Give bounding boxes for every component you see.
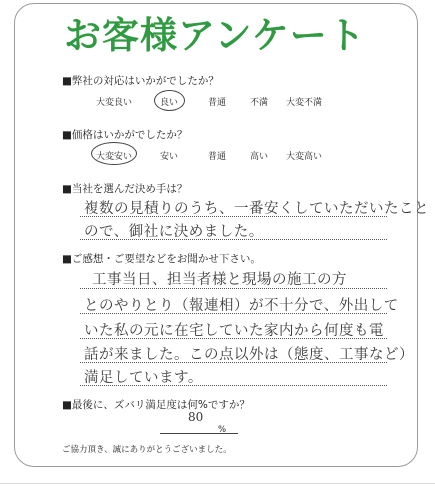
handwritten-answer-line: 話が来ました。この点以外は（態度、工事など）: [84, 347, 414, 363]
option-normal: 普通: [208, 152, 227, 162]
option-expensive: 高い: [250, 152, 269, 162]
answer-rule: [80, 313, 387, 314]
percent-unit: %: [218, 425, 227, 435]
option-very-bad: 大変不満: [286, 98, 323, 108]
option-bad: 不満: [250, 98, 269, 108]
option-cheap: 安い: [160, 152, 179, 162]
handwritten-answer-line: 複数の見積りのうち、一番安くしていただいたこと: [84, 201, 429, 217]
question-service: ■弊社の対応はいかがでしたか？: [62, 75, 219, 87]
answer-rule: [80, 239, 387, 240]
option-very-cheap: 大変安い: [96, 152, 133, 162]
answer-rule: [80, 362, 387, 363]
question-feedback: ■ご感想・ご要望などをお聞かせ下さい。: [62, 253, 261, 265]
selected-circle-mark: [91, 142, 137, 165]
question-price: ■価格はいかがでしたか？: [62, 129, 188, 141]
question-reason: ■当社を選んだ決め手は？: [62, 183, 188, 195]
option-very-good: 大変良い: [96, 98, 133, 108]
thank-you-note: ご協力頂き、誠にありがとうございました。: [62, 445, 232, 455]
satisfaction-value: 80: [188, 410, 204, 424]
survey-title: お客様アンケート: [64, 14, 366, 57]
option-very-expensive: 大変高い: [286, 152, 323, 162]
handwritten-answer-line: 満足しています。: [84, 370, 203, 386]
divider: [0, 483, 435, 484]
handwritten-answer-line: ので、御社に決めました。: [84, 224, 264, 240]
answer-rule: [80, 216, 387, 217]
selected-circle-mark: [154, 90, 185, 111]
answer-rule: [80, 338, 387, 339]
option-good: 良い: [160, 98, 179, 108]
handwritten-answer-line: いた私の元に在宅していた家内から何度も電: [84, 323, 384, 339]
option-normal: 普通: [208, 98, 227, 108]
answer-rule: [80, 288, 387, 289]
question-satisfaction: ■最後に、ズバリ満足度は何%ですか？: [62, 399, 250, 411]
answer-rule: [80, 385, 387, 386]
handwritten-answer-line: とのやりとり（報連相）が不十分で、外出して: [84, 298, 399, 314]
answer-underline: [160, 433, 238, 434]
handwritten-answer-line: 工事当日、担当者様と現場の施工の方: [92, 272, 347, 288]
